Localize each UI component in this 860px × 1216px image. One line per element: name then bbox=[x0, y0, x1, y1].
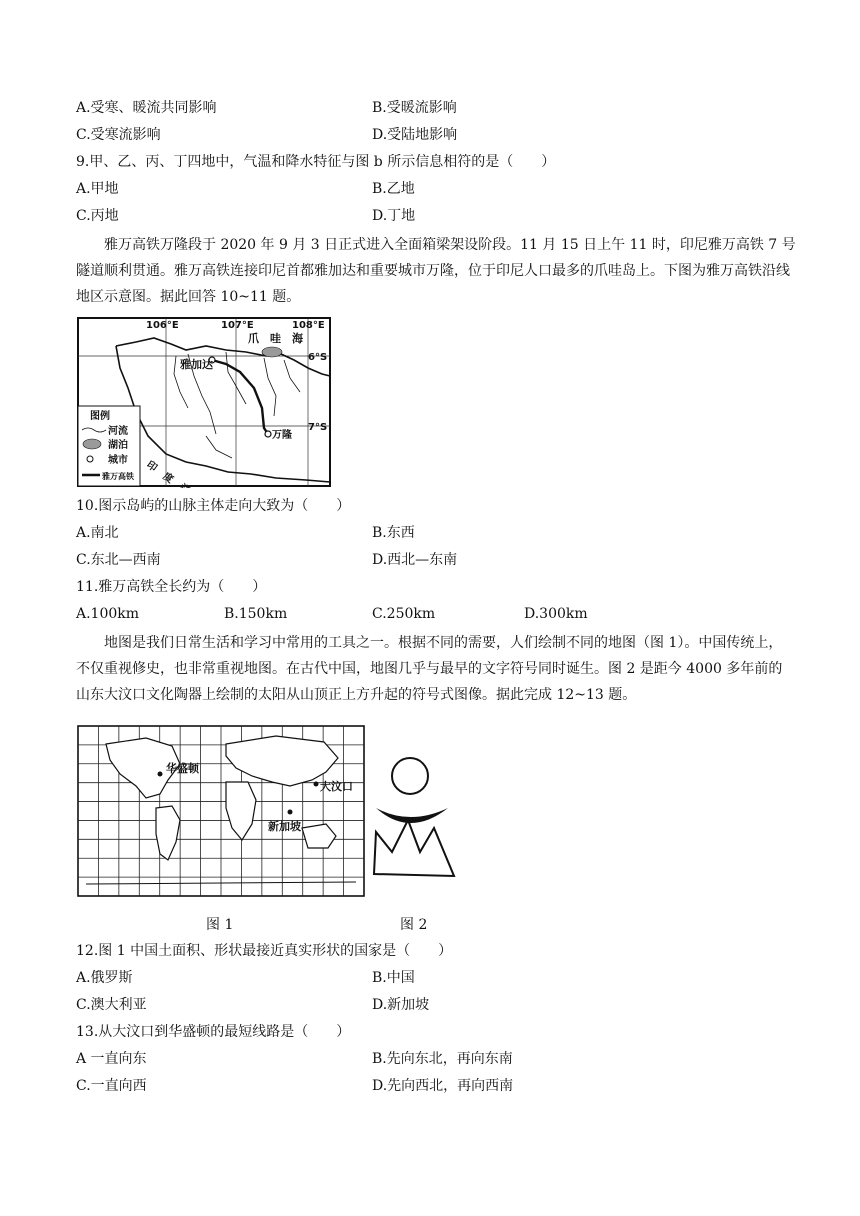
q11-option-b: B.150km bbox=[224, 606, 288, 622]
q11-option-d: D.300km bbox=[524, 606, 588, 622]
q12-option-a: A.俄罗斯 bbox=[76, 970, 133, 986]
city-jakarta-label: 雅加达 bbox=[180, 358, 213, 371]
q8-option-a: A.受寒、暖流共同影响 bbox=[76, 100, 217, 116]
q12-option-d: D.新加坡 bbox=[372, 997, 430, 1013]
lon-108-label: 108°E bbox=[292, 320, 325, 331]
q8-option-c: C.受寒流影响 bbox=[76, 127, 161, 143]
q11-option-a: A.100km bbox=[76, 606, 140, 622]
q9-option-d: D.丁地 bbox=[372, 208, 416, 224]
q9-stem: 9.甲、乙、丙、丁四地中，气温和降水特征与图 b 所示信息相符的是（ ） bbox=[76, 154, 556, 170]
q11-option-c: C.250km bbox=[372, 606, 436, 622]
world-map-figure bbox=[76, 724, 366, 898]
q9-option-c: C.丙地 bbox=[76, 208, 119, 224]
q12-option-c: C.澳大利亚 bbox=[76, 997, 147, 1013]
q10-stem: 10.图示岛屿的山脉主体走向大致为（ ） bbox=[76, 498, 351, 514]
q8-option-d: D.受陆地影响 bbox=[372, 127, 458, 143]
q13-stem: 13.从大汶口到华盛顿的最短线路是（ ） bbox=[76, 1024, 351, 1040]
figure-2-caption: 图 2 bbox=[400, 917, 428, 933]
label-washington: 华盛顿 bbox=[166, 762, 199, 775]
q9-option-a: A.甲地 bbox=[76, 181, 119, 197]
q12-stem: 12.图 1 中国土面积、形状最接近真实形状的国家是（ ） bbox=[76, 943, 453, 959]
legend-rail: 雅万高铁 bbox=[102, 472, 134, 481]
legend-river: 河流 bbox=[108, 426, 128, 437]
q8-option-b: B.受暖流影响 bbox=[372, 100, 457, 116]
lon-107-label: 107°E bbox=[221, 320, 254, 331]
label-singapore: 新加坡 bbox=[268, 820, 301, 833]
java-rail-map bbox=[76, 316, 332, 488]
q10-option-b: B.东西 bbox=[372, 525, 415, 541]
q10-option-d: D.西北—东南 bbox=[372, 552, 458, 568]
legend-city: 城市 bbox=[108, 455, 128, 466]
q10-option-a: A.南北 bbox=[76, 525, 119, 541]
legend-title: 图例 bbox=[90, 411, 110, 422]
q13-option-b: B.先向东北，再向东南 bbox=[372, 1051, 513, 1067]
city-bandung-label: 万隆 bbox=[272, 430, 292, 441]
sun-mountain-symbol-figure bbox=[370, 756, 460, 882]
java-sea-label: 爪 哇 海 bbox=[248, 332, 303, 345]
figure-1-caption: 图 1 bbox=[206, 917, 234, 933]
legend-lake: 湖泊 bbox=[108, 440, 128, 451]
lat-7-label: 7°S bbox=[308, 422, 328, 433]
lat-6-label: 6°S bbox=[308, 352, 328, 363]
q12-option-b: B.中国 bbox=[372, 970, 415, 986]
label-dawenkou: 大汶口 bbox=[320, 780, 353, 793]
q13-option-d: D.先向西北，再向西南 bbox=[372, 1078, 514, 1094]
lon-106-label: 106°E bbox=[146, 320, 179, 331]
q13-option-a: A 一直向东 bbox=[76, 1051, 147, 1067]
passage-high-speed-rail: 雅万高铁万隆段于 2020 年 9 月 3 日正式进入全面箱梁架设阶段。11 月 15 日上午 11 时，印尼雅万高铁 7 号隧道顺利贯通。雅万高铁连接印尼首都雅加达和重要城市万隆，位于印尼人口最多的爪哇岛上。下图为雅万高铁沿线地区示意图。据此回答 10~11 题。 bbox=[76, 237, 796, 305]
q10-option-c: C.东北—西南 bbox=[76, 552, 161, 568]
indian-ocean-label: 印 度 洋 bbox=[144, 459, 192, 488]
passage-maps: 地图是我们日常生活和学习中常用的工具之一。根据不同的需要，人们绘制不同的地图（图 1）。中国传统上，不仅重视修史，也非常重视地图。在古代中国，地图几乎与最早的文字符号同时诞生。图 2 是距今 4000 多年前的山东大汶口文化陶器上绘制的太阳从山顶正上方升起的符号式图像。据此完成 12~13 题。 bbox=[76, 635, 783, 703]
q11-stem: 11.雅万高铁全长约为（ ） bbox=[76, 579, 267, 595]
q9-option-b: B.乙地 bbox=[372, 181, 415, 197]
q13-option-c: C.一直向西 bbox=[76, 1078, 147, 1094]
